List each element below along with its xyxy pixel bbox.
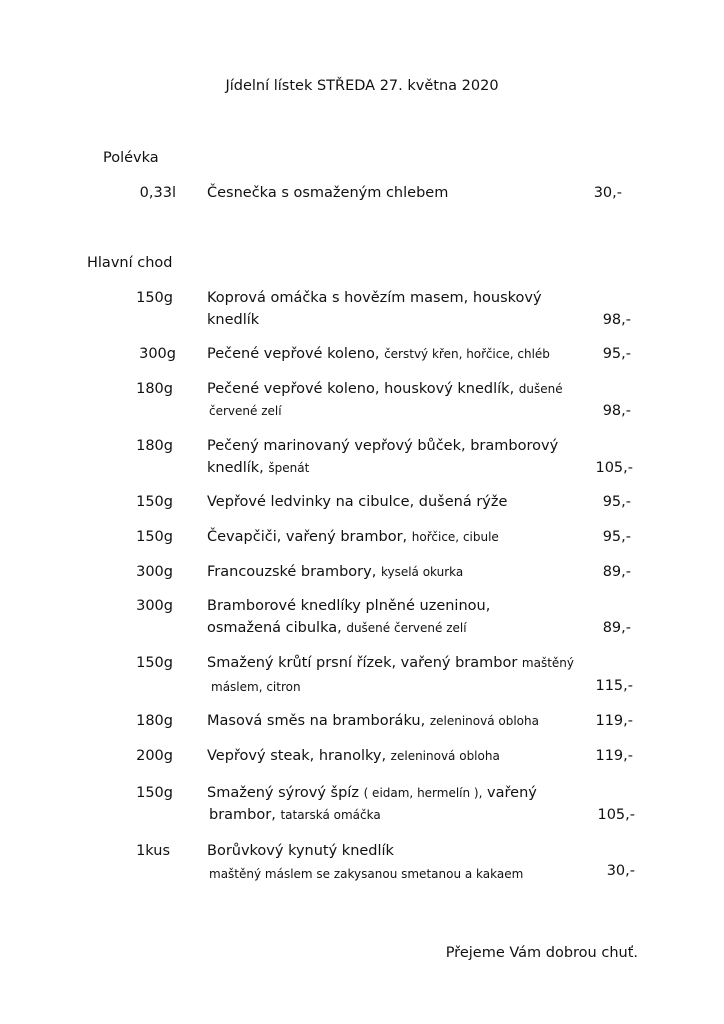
item-name: Čevapčiči, vařený brambor,: [207, 529, 408, 545]
item-side: ( eidam, hermelín ),: [363, 786, 483, 800]
item-price: 30,-: [606, 863, 635, 879]
item-side: tatarská omáčka: [280, 808, 381, 822]
item-price: 115,-: [595, 678, 633, 694]
item-name: brambor,: [209, 807, 276, 823]
item-name-line2: [207, 457, 309, 479]
item-name-line1: [207, 526, 499, 548]
page-title: Jídelní lístek STŘEDA 27. května 2020: [225, 78, 499, 94]
item-quantity: 180g: [136, 438, 173, 454]
item-side: hořčice, cibule: [411, 530, 499, 544]
item-quantity: 200g: [136, 748, 173, 764]
item-side: špenát: [268, 461, 310, 475]
item-name-line1: [207, 782, 537, 804]
item-side-line2: máslem, citron: [211, 680, 301, 694]
item-side: kyselá okurka: [380, 565, 464, 579]
item-name-line1: [207, 378, 563, 400]
item-name: Pečené vepřové koleno,: [207, 346, 380, 362]
item-name-line1: [207, 652, 574, 674]
item-price: 95,-: [602, 346, 631, 362]
item-price: 119,-: [595, 748, 633, 764]
item-quantity: 300g: [139, 346, 176, 362]
item-name-line1: [207, 745, 500, 767]
item-name: Francouzské brambory,: [207, 564, 377, 580]
item-quantity: 150g: [136, 290, 173, 306]
item-name: Masová směs na bramboráku,: [207, 713, 426, 729]
item-price: 89,-: [602, 620, 631, 636]
item-side: dušené: [518, 382, 563, 396]
item-side-line2: červené zelí: [209, 404, 282, 418]
item-name-line1: [207, 710, 539, 732]
item-price: 30,-: [593, 185, 622, 201]
item-price: 119,-: [595, 713, 633, 729]
item-price: 95,-: [602, 529, 631, 545]
item-side: zeleninová obloha: [390, 749, 500, 763]
item-name: Smažený krůtí prsní řízek, vařený brambor: [207, 655, 518, 671]
item-quantity: 0,33l: [139, 185, 176, 201]
section-heading-main: Hlavní chod: [87, 255, 173, 271]
item-name: Česnečka s osmaženým chlebem: [207, 185, 449, 201]
item-price: 95,-: [602, 494, 631, 510]
item-name-line1: [207, 561, 463, 583]
section-heading-soup: Polévka: [103, 150, 159, 166]
item-side-line2: maštěný máslem se zakysanou smetanou a kakaem: [209, 867, 524, 881]
item-quantity: 1kus: [136, 843, 170, 859]
item-name-line1: Borůvkový kynutý knedlík: [207, 843, 394, 859]
item-quantity: 180g: [136, 381, 173, 397]
item-name: Vepřové ledvinky na cibulce, dušená rýže: [207, 494, 508, 510]
item-name: Vepřový steak, hranolky,: [207, 748, 387, 764]
item-side: dušené červené zelí: [346, 621, 467, 635]
item-price: 98,-: [602, 312, 631, 328]
item-name-line2: [207, 617, 467, 639]
item-name-tail: vařený: [487, 785, 537, 801]
item-quantity: 300g: [136, 598, 173, 614]
item-name-line2: [209, 804, 381, 826]
item-name: knedlík,: [207, 460, 264, 476]
item-name-line1: Bramborové knedlíky plněné uzeninou,: [207, 598, 491, 614]
item-price: 98,-: [602, 403, 631, 419]
item-quantity: 180g: [136, 713, 173, 729]
item-quantity: 150g: [136, 785, 173, 801]
item-price: 105,-: [597, 807, 635, 823]
item-side: maštěný: [521, 656, 575, 670]
item-name: Smažený sýrový špíz: [207, 785, 359, 801]
item-name-line2: knedlík: [207, 312, 260, 328]
item-quantity: 150g: [136, 529, 173, 545]
item-price: 105,-: [595, 460, 633, 476]
item-side: čerstvý křen, hořčice, chléb: [384, 347, 550, 361]
item-side: zeleninová obloha: [429, 714, 539, 728]
item-price: 89,-: [602, 564, 631, 580]
item-name-line1: Pečený marinovaný vepřový bůček, bramborový: [207, 438, 559, 454]
item-name-line1: [207, 343, 550, 365]
closing-wish: Přejeme Vám dobrou chuť.: [445, 945, 638, 961]
item-quantity: 150g: [136, 494, 173, 510]
item-name-line1: Koprová omáčka s hovězím masem, houskový: [207, 290, 542, 306]
item-name: osmažená cibulka,: [207, 620, 342, 636]
item-quantity: 300g: [136, 564, 173, 580]
item-name: Pečené vepřové koleno, houskový knedlík,: [207, 381, 515, 397]
item-quantity: 150g: [136, 655, 173, 671]
